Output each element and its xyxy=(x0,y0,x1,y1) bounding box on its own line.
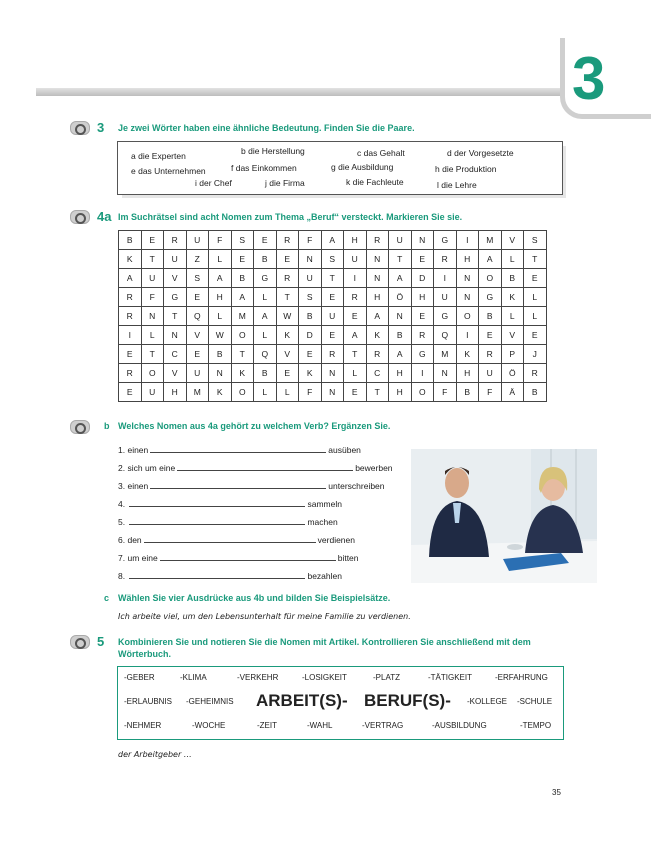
ex3-word: d der Vorgesetzte xyxy=(447,148,514,158)
grid-cell[interactable]: K xyxy=(119,250,142,269)
grid-cell[interactable]: Ö xyxy=(389,288,412,307)
grid-cell[interactable]: U xyxy=(186,364,209,383)
answer-blank[interactable] xyxy=(150,444,326,453)
grid-cell[interactable]: L xyxy=(254,288,277,307)
grid-cell[interactable]: C xyxy=(366,364,389,383)
key-icon xyxy=(70,210,90,224)
grid-cell[interactable]: C xyxy=(164,345,187,364)
grid-cell[interactable]: R xyxy=(276,269,299,288)
grid-cell[interactable]: B xyxy=(231,269,254,288)
grid-cell[interactable]: E xyxy=(344,383,367,402)
grid-cell[interactable]: N xyxy=(456,269,479,288)
grid-cell[interactable]: K xyxy=(276,326,299,345)
grid-cell[interactable]: F xyxy=(209,231,232,250)
grid-cell[interactable]: H xyxy=(366,288,389,307)
photo-illustration xyxy=(411,449,597,583)
grid-row xyxy=(119,269,547,288)
suffix: -ERLAUBNIS xyxy=(124,697,173,706)
grid-cell[interactable]: H xyxy=(209,288,232,307)
ex4a-title: Im Suchrätsel sind acht Nomen zum Thema „Beruf“ versteckt. Markieren Sie sie. xyxy=(118,212,463,222)
suffix: -AUSBILDUNG xyxy=(432,721,487,730)
grid-cell[interactable]: V xyxy=(164,269,187,288)
grid-cell[interactable]: G xyxy=(411,345,434,364)
grid-cell[interactable]: E xyxy=(186,345,209,364)
grid-cell[interactable]: S xyxy=(186,269,209,288)
grid-cell[interactable]: L xyxy=(209,307,232,326)
grid-cell[interactable]: R xyxy=(524,364,547,383)
grid-cell[interactable]: E xyxy=(321,326,344,345)
header-rule xyxy=(36,88,566,96)
suffix: -VERTRAG xyxy=(362,721,404,730)
grid-cell[interactable]: L xyxy=(254,383,277,402)
grid-row xyxy=(119,307,547,326)
grid-cell[interactable]: J xyxy=(524,345,547,364)
grid-cell[interactable]: I xyxy=(344,269,367,288)
business-meeting-photo xyxy=(411,449,597,583)
grid-row xyxy=(119,383,547,402)
grid-cell[interactable]: K xyxy=(299,364,322,383)
grid-cell[interactable]: B xyxy=(524,383,547,402)
suffix: -KOLLEGE xyxy=(467,697,508,706)
grid-cell[interactable]: R xyxy=(366,231,389,250)
grid-cell[interactable]: U xyxy=(164,250,187,269)
ex3-title: Je zwei Wörter haben eine ähnliche Bedeutung. Finden Sie die Paare. xyxy=(118,123,415,133)
grid-cell[interactable]: L xyxy=(141,326,164,345)
grid-cell[interactable]: V xyxy=(186,326,209,345)
grid-cell[interactable]: R xyxy=(411,326,434,345)
grid-cell[interactable]: K xyxy=(501,288,524,307)
grid-cell[interactable]: T xyxy=(276,288,299,307)
grid-cell[interactable]: L xyxy=(501,307,524,326)
answer-blank[interactable] xyxy=(129,516,305,525)
grid-cell[interactable]: R xyxy=(344,288,367,307)
grid-cell[interactable]: U xyxy=(299,269,322,288)
grid-cell[interactable]: E xyxy=(119,345,142,364)
ex3-word: h die Produktion xyxy=(435,164,497,174)
grid-cell[interactable]: H xyxy=(456,364,479,383)
grid-cell[interactable]: K xyxy=(209,383,232,402)
grid-cell[interactable]: R xyxy=(434,250,457,269)
grid-row xyxy=(119,326,547,345)
grid-cell[interactable]: V xyxy=(276,345,299,364)
grid-cell[interactable]: E xyxy=(411,307,434,326)
grid-cell[interactable]: Z xyxy=(186,250,209,269)
grid-cell[interactable]: L xyxy=(209,250,232,269)
grid-cell[interactable]: M xyxy=(434,345,457,364)
grid-cell[interactable]: E xyxy=(299,345,322,364)
grid-cell[interactable]: T xyxy=(141,345,164,364)
grid-cell[interactable]: B xyxy=(254,364,277,383)
grid-cell[interactable]: E xyxy=(344,307,367,326)
grid-cell[interactable]: F xyxy=(434,383,457,402)
grid-cell[interactable]: S xyxy=(299,288,322,307)
grid-cell[interactable]: K xyxy=(366,326,389,345)
ex4a-number: 4a xyxy=(97,209,112,224)
grid-cell[interactable]: E xyxy=(524,326,547,345)
grid-cell[interactable]: O xyxy=(141,364,164,383)
suffix: -GEBER xyxy=(124,673,155,682)
answer-blank[interactable] xyxy=(129,570,305,579)
grid-cell[interactable]: B xyxy=(209,345,232,364)
suffix: -WOCHE xyxy=(192,721,226,730)
grid-cell[interactable]: M xyxy=(231,307,254,326)
grid-cell[interactable]: B xyxy=(456,383,479,402)
grid-cell[interactable]: U xyxy=(321,307,344,326)
grid-cell[interactable]: N xyxy=(141,307,164,326)
grid-cell[interactable]: F xyxy=(299,231,322,250)
grid-cell[interactable]: U xyxy=(479,364,502,383)
grid-cell[interactable]: N xyxy=(209,364,232,383)
grid-cell[interactable]: G xyxy=(254,269,277,288)
grid-cell[interactable]: L xyxy=(254,326,277,345)
grid-cell[interactable]: R xyxy=(119,364,142,383)
grid-cell[interactable]: Ö xyxy=(501,364,524,383)
grid-row xyxy=(119,364,547,383)
grid-cell[interactable]: R xyxy=(119,307,142,326)
grid-cell[interactable]: U xyxy=(434,288,457,307)
grid-cell[interactable]: N xyxy=(434,364,457,383)
page-number: 35 xyxy=(552,788,561,797)
grid-cell[interactable]: A xyxy=(254,307,277,326)
ex4b-item: 5. machen xyxy=(118,517,338,527)
grid-cell[interactable]: Q xyxy=(434,326,457,345)
grid-cell[interactable]: A xyxy=(366,307,389,326)
grid-cell[interactable]: K xyxy=(456,345,479,364)
answer-blank[interactable] xyxy=(144,534,316,543)
grid-cell[interactable]: A xyxy=(231,288,254,307)
grid-cell[interactable]: M xyxy=(479,231,502,250)
grid-cell[interactable]: I xyxy=(456,326,479,345)
grid-cell[interactable]: V xyxy=(501,231,524,250)
grid-cell[interactable]: E xyxy=(411,250,434,269)
grid-cell[interactable]: L xyxy=(524,307,547,326)
ex4b-item: 1. einen ausüben xyxy=(118,445,361,455)
ex4b-letter: b xyxy=(104,421,110,431)
answer-blank[interactable] xyxy=(177,462,353,471)
grid-cell[interactable]: R xyxy=(164,231,187,250)
grid-cell[interactable]: N xyxy=(366,269,389,288)
grid-cell[interactable]: G xyxy=(434,307,457,326)
grid-cell[interactable]: E xyxy=(276,250,299,269)
grid-cell[interactable]: B xyxy=(119,231,142,250)
grid-cell[interactable]: H xyxy=(389,383,412,402)
suffix: -NEHMER xyxy=(124,721,162,730)
suffix: -ZEIT xyxy=(257,721,277,730)
grid-cell[interactable]: Ä xyxy=(501,383,524,402)
ex4b-item: 7. um eine bitten xyxy=(118,553,359,563)
grid-cell[interactable]: B xyxy=(254,250,277,269)
grid-cell[interactable]: O xyxy=(456,307,479,326)
grid-cell[interactable]: R xyxy=(276,231,299,250)
grid-cell[interactable]: W xyxy=(209,326,232,345)
grid-cell[interactable]: U xyxy=(344,250,367,269)
grid-cell[interactable]: Q xyxy=(254,345,277,364)
grid-cell[interactable]: O xyxy=(231,326,254,345)
grid-cell[interactable]: L xyxy=(524,288,547,307)
grid-cell[interactable]: T xyxy=(524,250,547,269)
grid-cell[interactable]: B xyxy=(479,307,502,326)
grid-cell[interactable]: T xyxy=(231,345,254,364)
ex3-word: b die Herstellung xyxy=(241,146,305,156)
grid-cell[interactable]: T xyxy=(321,269,344,288)
key-icon xyxy=(70,121,90,135)
grid-cell[interactable]: T xyxy=(344,345,367,364)
grid-cell[interactable]: R xyxy=(119,288,142,307)
grid-cell[interactable]: H xyxy=(389,364,412,383)
prefix-beruf: BERUF(S)- xyxy=(364,691,451,710)
ex3-word: a die Experten xyxy=(131,151,186,161)
ex3-number: 3 xyxy=(97,120,105,135)
grid-cell[interactable]: B xyxy=(299,307,322,326)
ex3-word: j die Firma xyxy=(265,178,305,188)
grid-cell[interactable]: A xyxy=(389,269,412,288)
grid-cell[interactable]: B xyxy=(501,269,524,288)
ex5-example: der Arbeitgeber … xyxy=(118,750,192,759)
grid-cell[interactable]: A xyxy=(479,250,502,269)
suffix: -KLIMA xyxy=(180,673,207,682)
grid-cell[interactable]: I xyxy=(119,326,142,345)
ex3-word: e das Unternehmen xyxy=(131,166,206,176)
grid-cell[interactable]: L xyxy=(276,383,299,402)
ex4c-example: Ich arbeite viel, um den Lebensunterhalt für meine Familie zu verdienen. xyxy=(118,612,411,621)
grid-cell[interactable]: W xyxy=(276,307,299,326)
ex4b-item: 3. einen unterschreiben xyxy=(118,481,385,491)
suffix: -PLATZ xyxy=(373,673,400,682)
grid-cell[interactable]: E xyxy=(321,288,344,307)
grid-cell[interactable]: E xyxy=(119,383,142,402)
ex5-title: Kombinieren Sie und notieren Sie die Nomen mit Artikel. Kontrollieren Sie anschließend mit dem Wörterbuch. xyxy=(118,637,531,659)
grid-row xyxy=(119,231,547,250)
grid-cell[interactable]: H xyxy=(456,250,479,269)
grid-cell[interactable]: M xyxy=(186,383,209,402)
grid-cell[interactable]: I xyxy=(456,231,479,250)
grid-cell[interactable]: T xyxy=(164,307,187,326)
grid-cell[interactable]: I xyxy=(434,269,457,288)
grid-cell[interactable]: L xyxy=(501,250,524,269)
grid-cell[interactable]: K xyxy=(231,364,254,383)
ex4b-item: 6. den verdienen xyxy=(118,535,355,545)
suffix: -ERFAHRUNG xyxy=(495,673,548,682)
suffix: -GEHEIMNIS xyxy=(186,697,234,706)
grid-cell[interactable]: S xyxy=(524,231,547,250)
grid-cell[interactable]: O xyxy=(231,383,254,402)
suffix: -LOSIGKEIT xyxy=(302,673,347,682)
grid-cell[interactable]: T xyxy=(389,250,412,269)
grid-cell[interactable]: U xyxy=(141,269,164,288)
grid-row xyxy=(119,345,547,364)
grid-cell[interactable]: N xyxy=(299,250,322,269)
answer-blank[interactable] xyxy=(150,480,326,489)
ex4c-letter: c xyxy=(104,593,110,603)
ex4b-title: Welches Nomen aus 4a gehört zu welchem Verb? Ergänzen Sie. xyxy=(118,421,391,431)
grid-cell[interactable]: B xyxy=(389,326,412,345)
grid-row xyxy=(119,288,547,307)
ex4b-item: 2. sich um eine bewerben xyxy=(118,463,393,473)
grid-cell[interactable]: F xyxy=(479,383,502,402)
grid-cell[interactable]: A xyxy=(119,269,142,288)
suffix: -TÄTIGKEIT xyxy=(428,673,472,682)
word-search-grid xyxy=(118,230,547,402)
grid-cell[interactable]: U xyxy=(389,231,412,250)
grid-cell[interactable]: V xyxy=(501,326,524,345)
grid-cell[interactable]: S xyxy=(231,231,254,250)
grid-cell[interactable]: H xyxy=(411,288,434,307)
grid-cell[interactable]: L xyxy=(344,364,367,383)
answer-blank[interactable] xyxy=(129,498,305,507)
grid-cell[interactable]: N xyxy=(411,231,434,250)
grid-cell[interactable]: T xyxy=(141,250,164,269)
grid-cell[interactable]: A xyxy=(209,269,232,288)
grid-row xyxy=(119,250,547,269)
grid-cell[interactable]: U xyxy=(186,231,209,250)
grid-cell[interactable]: G xyxy=(434,231,457,250)
grid-cell[interactable]: A xyxy=(321,231,344,250)
ex3-word: c das Gehalt xyxy=(357,148,405,158)
ex4c-title: Wählen Sie vier Ausdrücke aus 4b und bilden Sie Beispielsätze. xyxy=(118,593,391,603)
grid-cell[interactable]: I xyxy=(411,364,434,383)
grid-cell[interactable]: N xyxy=(389,307,412,326)
grid-cell[interactable]: V xyxy=(164,364,187,383)
key-icon xyxy=(70,420,90,434)
grid-cell[interactable]: N xyxy=(456,288,479,307)
grid-cell[interactable]: E xyxy=(276,364,299,383)
grid-cell[interactable]: U xyxy=(141,383,164,402)
grid-cell[interactable]: N xyxy=(366,250,389,269)
suffix: -SCHULE xyxy=(517,697,553,706)
key-icon xyxy=(70,635,90,649)
grid-cell[interactable]: E xyxy=(524,269,547,288)
grid-cell[interactable]: D xyxy=(299,326,322,345)
grid-cell[interactable]: A xyxy=(389,345,412,364)
grid-cell[interactable]: O xyxy=(411,383,434,402)
grid-cell[interactable]: R xyxy=(321,345,344,364)
grid-cell[interactable]: N xyxy=(321,383,344,402)
grid-cell[interactable]: H xyxy=(164,383,187,402)
grid-cell[interactable]: N xyxy=(164,326,187,345)
ex4b-item: 8. bezahlen xyxy=(118,571,342,581)
grid-cell[interactable]: N xyxy=(321,364,344,383)
ex4b-item: 4. sammeln xyxy=(118,499,342,509)
suffix: -VERKEHR xyxy=(237,673,279,682)
answer-blank[interactable] xyxy=(160,552,336,561)
chapter-number: 3 xyxy=(572,45,606,112)
grid-cell[interactable]: F xyxy=(141,288,164,307)
suffix: -TEMPO xyxy=(520,721,552,730)
ex3-word: i der Chef xyxy=(195,178,232,188)
grid-cell[interactable]: G xyxy=(164,288,187,307)
ex3-word: f das Einkommen xyxy=(231,163,297,173)
ex3-word: l die Lehre xyxy=(437,180,477,190)
grid-cell[interactable]: R xyxy=(366,345,389,364)
grid-cell[interactable]: S xyxy=(321,250,344,269)
grid-cell[interactable]: Q xyxy=(186,307,209,326)
prefix-arbeit: ARBEIT(S)- xyxy=(256,691,348,710)
grid-cell[interactable]: T xyxy=(366,383,389,402)
grid-cell[interactable]: E xyxy=(479,326,502,345)
grid-cell[interactable]: H xyxy=(344,231,367,250)
grid-cell[interactable]: G xyxy=(479,288,502,307)
grid-cell[interactable]: P xyxy=(501,345,524,364)
ex5-number: 5 xyxy=(97,634,105,649)
grid-cell[interactable]: R xyxy=(479,345,502,364)
grid-cell[interactable]: E xyxy=(231,250,254,269)
grid-cell[interactable]: E xyxy=(254,231,277,250)
grid-cell[interactable]: A xyxy=(344,326,367,345)
grid-cell[interactable]: D xyxy=(411,269,434,288)
suffix: -WAHL xyxy=(307,721,333,730)
grid-cell[interactable]: E xyxy=(141,231,164,250)
grid-cell[interactable]: O xyxy=(479,269,502,288)
grid-cell[interactable]: F xyxy=(299,383,322,402)
ex3-word: k die Fachleute xyxy=(346,177,404,187)
ex3-word: g die Ausbildung xyxy=(331,162,394,172)
grid-cell[interactable]: E xyxy=(186,288,209,307)
